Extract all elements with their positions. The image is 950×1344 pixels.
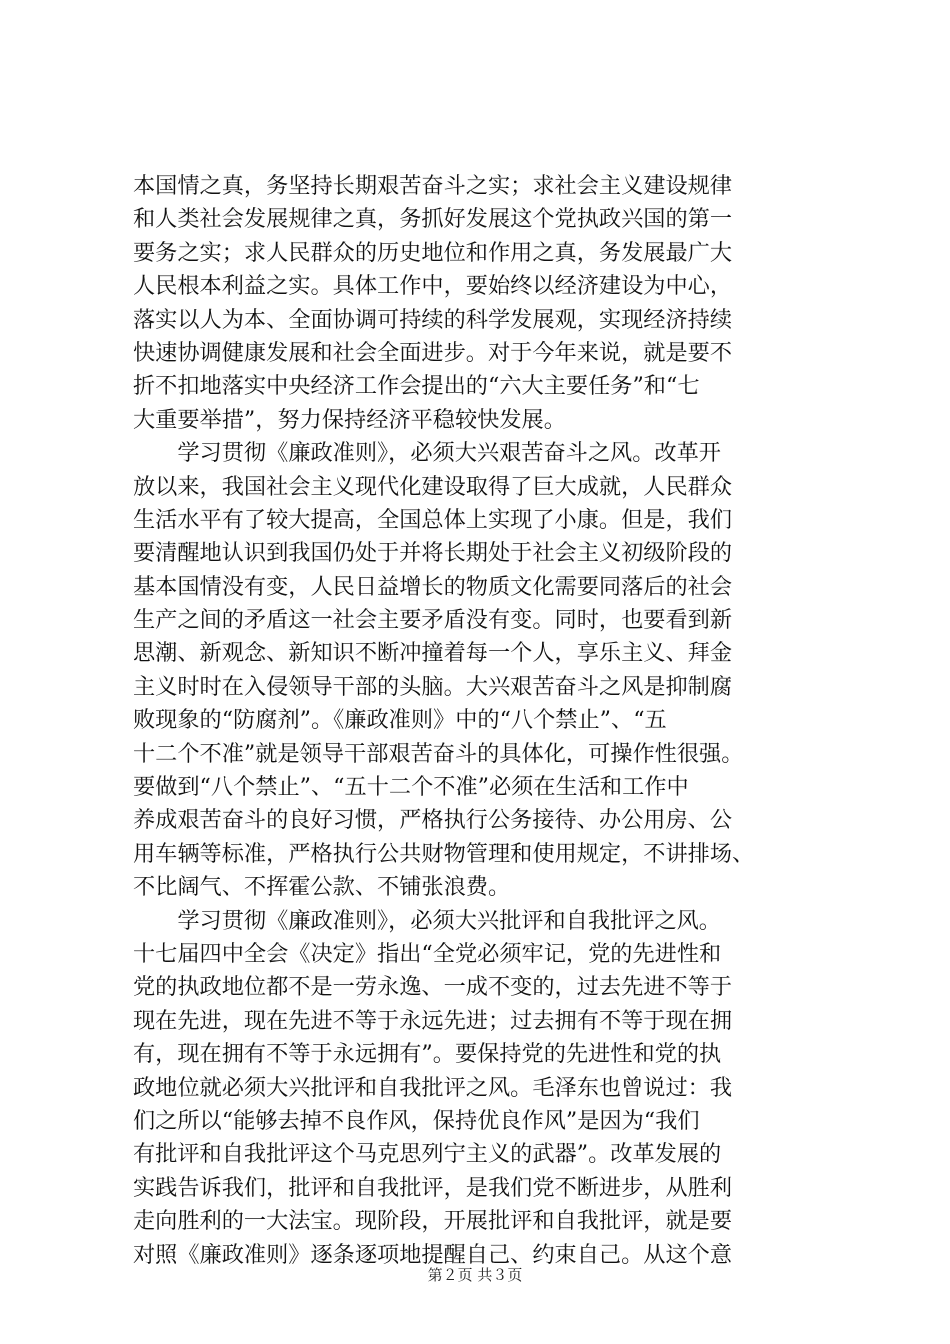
text-line: 落实以人为本、全面协调可持续的科学发展观，实现经济持续 <box>133 306 733 333</box>
text-line: 主义时时在入侵领导干部的头脑。大兴艰苦奋斗之风是抑制腐 <box>133 673 733 700</box>
text-line: 折不扣地落实中央经济工作会提出的“六大主要任务”和“七 <box>133 373 700 400</box>
text-line: 现在先进，现在先进不等于永远先进；过去拥有不等于现在拥 <box>133 1007 733 1034</box>
text-line: 不比阔气、不挥霍公款、不铺张浪费。 <box>133 874 511 901</box>
text-line: 本国情之真，务坚持长期艰苦奋斗之实；求社会主义建设规律 <box>133 173 733 199</box>
text-line: 用车辆等标准，严格执行公共财物管理和使用规定，不讲排场、 <box>133 840 755 867</box>
text-line: 思潮、新观念、新知识不断冲撞着每一个人，享乐主义、拜金 <box>133 640 733 667</box>
text-line: 生产之间的矛盾这一社会主要矛盾没有变。同时，也要看到新 <box>133 607 733 634</box>
text-line: 大重要举措”，努力保持经济平稳较快发展。 <box>133 406 566 433</box>
text-line: 政地位就必须大兴批评和自我批评之风。毛泽东也曾说过：我 <box>133 1074 733 1101</box>
text-line: 败现象的“防腐剂”。《廉政准则》中的“八个禁止”、“五 <box>133 707 667 734</box>
text-line: 学习贯彻《廉政准则》，必须大兴批评和自我批评之风。 <box>133 907 721 934</box>
text-line: 们之所以“能够去掉不良作风，保持优良作风”是因为“我们 <box>133 1107 700 1134</box>
text-line: 党的执政地位都不是一劳永逸、一成不变的，过去先进不等于 <box>133 974 733 1001</box>
text-line: 走向胜利的一大法宝。现阶段，开展批评和自我批评，就是要 <box>133 1208 733 1235</box>
text-line: 实践告诉我们，批评和自我批评，是我们党不断进步，从胜利 <box>133 1174 733 1201</box>
text-line: 人民根本利益之实。具体工作中，要始终以经济建设为中心， <box>133 273 733 300</box>
text-line: 基本国情没有变，人民日益增长的物质文化需要同落后的社会 <box>133 573 733 600</box>
text-line: 有，现在拥有不等于永远拥有”。要保持党的先进性和党的执 <box>133 1041 722 1068</box>
text-line: 对照《廉政准则》逐条逐项地提醒自己、约束自己。从这个意 <box>133 1241 733 1268</box>
text-line: 要务之实；求人民群众的历史地位和作用之真，务发展最广大 <box>133 239 733 266</box>
text-line: 十七届四中全会《决定》指出“全党必须牢记，党的先进性和 <box>133 940 722 967</box>
page-footer: 第２页 共３页 <box>427 1266 523 1284</box>
text-line: 十二个不准”就是领导干部艰苦奋斗的具体化，可操作性很强。 <box>133 740 744 767</box>
text-line: 生活水平有了较大提高，全国总体上实现了小康。但是，我们 <box>133 506 733 533</box>
text-line: 要清醒地认识到我国仍处于并将长期处于社会主义初级阶段的 <box>133 540 733 567</box>
text-line: 要做到“八个禁止”、“五十二个不准”必须在生活和工作中 <box>133 774 689 801</box>
text-line: 养成艰苦奋斗的良好习惯，严格执行公务接待、办公用房、公 <box>133 807 733 834</box>
text-line: 有批评和自我批评这个马克思列宁主义的武器”。改革发展的 <box>133 1141 722 1168</box>
text-line: 学习贯彻《廉政准则》，必须大兴艰苦奋斗之风。改革开 <box>133 440 721 467</box>
document-body <box>133 170 833 1272</box>
text-line: 放以来，我国社会主义现代化建设取得了巨大成就，人民群众 <box>133 473 733 500</box>
text-line: 快速协调健康发展和社会全面进步。对于今年来说，就是要不 <box>133 339 733 366</box>
text-line: 和人类社会发展规律之真，务抓好发展这个党执政兴国的第一 <box>133 206 733 233</box>
